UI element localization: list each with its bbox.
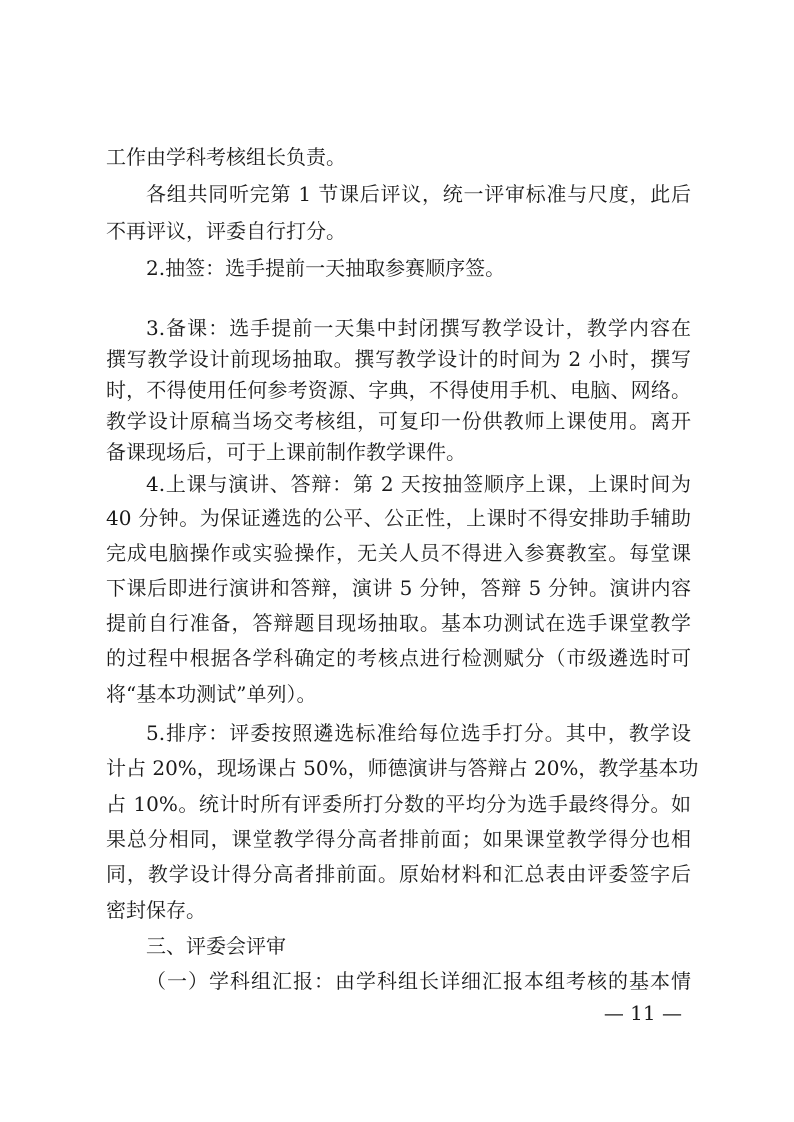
- section-heading: 三、评委会评审: [146, 934, 286, 958]
- text-line-17: 5.排序：评委按照遴选标准给每位选手打分。其中，教学设: [146, 721, 691, 745]
- text-line-9: 备课现场后，可于上课前制作教学课件。: [106, 440, 466, 464]
- text-line-3: 不再评议，评委自行打分。: [106, 219, 346, 243]
- text-line-13: 下课后即进行演讲和答辩，演讲 5 分钟，答辩 5 分钟。演讲内容: [106, 576, 691, 600]
- text-line-5: 3.备课：选手提前一天集中封闭撰写教学设计，教学内容在: [146, 316, 691, 340]
- page-number: — 11 —: [603, 1001, 682, 1025]
- text-line-7: 时，不得使用任何参考资源、字典，不得使用手机、电脑、网络。: [106, 378, 691, 402]
- text-line-11: 40 分钟。为保证遴选的公平、公正性，上课时不得安排助手辅助: [106, 506, 691, 530]
- text-line-19: 占 10%。统计时所有评委所打分数的平均分为选手最终得分。如: [106, 792, 691, 816]
- text-line-15: 的过程中根据各学科确定的考核点进行检测赋分（市级遴选时可: [106, 646, 691, 670]
- text-line-18: 计占 20%，现场课占 50%，师德演讲与答辩占 20%，教学基本功: [106, 756, 699, 780]
- text-line-22: 密封保存。: [106, 898, 206, 922]
- text-line-20: 果总分相同，课堂教学得分高者排前面；如果课堂教学得分也相: [106, 827, 691, 851]
- text-line-16: 将“基本功测试”单列）。: [106, 682, 317, 706]
- text-line-24: （一）学科组汇报：由学科组长详细汇报本组考核的基本情: [146, 969, 691, 993]
- text-line-1: 工作由学科考核组长负责。: [106, 145, 346, 169]
- text-line-21: 同，教学设计得分高者排前面。原始材料和汇总表由评委签字后: [106, 862, 691, 886]
- text-line-4: 2.抽签：选手提前一天抽取参赛顺序签。: [146, 256, 506, 280]
- text-line-6: 撰写教学设计前现场抽取。撰写教学设计的时间为 2 小时，撰写: [106, 347, 691, 371]
- text-line-10: 4.上课与演讲、答辩：第 2 天按抽签顺序上课，上课时间为: [146, 472, 691, 496]
- text-line-12: 完成电脑操作或实验操作，无关人员不得进入参赛教室。每堂课: [106, 541, 691, 565]
- text-line-14: 提前自行准备，答辩题目现场抽取。基本功测试在选手课堂教学: [106, 611, 691, 635]
- text-line-2: 各组共同听完第 1 节课后评议，统一评审标准与尺度，此后: [146, 182, 691, 206]
- text-line-8: 教学设计原稿当场交考核组，可复印一份供教师上课使用。离开: [106, 409, 691, 433]
